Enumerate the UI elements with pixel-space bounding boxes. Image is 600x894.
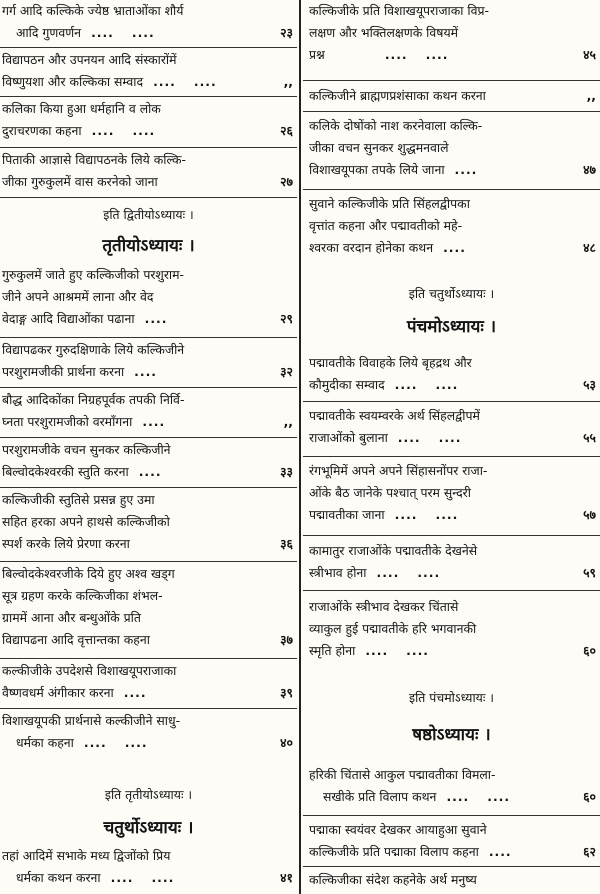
entry-line: परशुरामजीके वचन सुनकर कल्किजीने xyxy=(2,442,171,457)
toc-entry xyxy=(0,149,297,193)
entry-line: वृत्तांत कहना और पद्मावतीको महे- xyxy=(309,218,463,233)
toc-entry xyxy=(0,710,297,754)
entry-line: हरिकी चिंतासे आकुल पद्मावतीका विमला- xyxy=(309,767,496,782)
entry-line: पद्मावतीका जाना xyxy=(309,507,385,522)
entry-line: सूत्र ग्रहण करके कल्किजीका शंभल- xyxy=(2,588,163,603)
entry-line: कल्किजीने ब्राह्मणप्रशंसाका कथन करना xyxy=(309,88,486,103)
entry-line: ग्राममें आना और बन्धुओंके प्रति xyxy=(2,610,141,625)
entry-line: सहित हरका अपने हाथसे कल्किजीको xyxy=(2,514,170,529)
entry-line: आदि गुणवर्णन xyxy=(16,25,82,40)
toc-entry xyxy=(303,352,600,396)
leader-dots: .... xyxy=(384,47,408,62)
entry-divider xyxy=(303,815,600,816)
leader-dots: .... xyxy=(144,311,168,326)
leader-dots: .... xyxy=(91,25,114,40)
entry-line: वेदाङ्ग आदि विद्याओंका पढाना xyxy=(2,311,135,326)
entry-divider xyxy=(303,590,600,591)
entry-line: कल्किजीके प्रति विशाखयूपराजाका विप्र- xyxy=(309,3,490,18)
entry-divider xyxy=(0,658,297,659)
entry-line: पद्मावतीके स्वयम्वरके अर्थ सिंहलद्वीपमें xyxy=(309,408,480,423)
toc-entry xyxy=(303,0,600,66)
entry-line: विद्यापठन और उपनयन आदि संस्कारोंमें xyxy=(2,52,177,67)
toc-entry xyxy=(303,540,600,584)
entry-divider xyxy=(0,197,297,198)
page-number: ,, xyxy=(586,88,596,103)
entry-line: कलिके दोषोंको नाश करनेवाला कल्कि- xyxy=(309,118,483,133)
entry-divider xyxy=(303,456,600,457)
entry-line: कल्किजीकी स्तुतिसे प्रसन्न हुए उमा xyxy=(2,492,155,507)
right-column xyxy=(303,0,600,894)
toc-entry xyxy=(303,460,600,526)
entry-divider xyxy=(0,387,297,388)
page-number: २९ xyxy=(280,311,293,326)
entry-line: दुराचरणका कहना xyxy=(2,123,82,138)
entry-line: सखीके प्रति विलाप कथन xyxy=(323,789,437,804)
leader-dots: .... xyxy=(425,47,449,62)
toc-entry xyxy=(0,0,297,44)
entry-line: स्त्रीभाव होना xyxy=(309,565,367,580)
left-column xyxy=(0,0,297,894)
entry-divider xyxy=(303,866,600,867)
page-number: ,, xyxy=(283,74,293,89)
leader-dots: .... xyxy=(110,870,134,885)
toc-entry xyxy=(303,405,600,449)
page-number: ५३ xyxy=(583,377,596,392)
toc-entry xyxy=(0,439,297,483)
entry-line: राजाओंको बुलाना xyxy=(309,430,388,445)
entry-divider xyxy=(303,111,600,112)
column-divider xyxy=(299,0,301,894)
page-number: ४० xyxy=(280,735,293,750)
toc-entry xyxy=(303,85,600,107)
toc-entry xyxy=(303,819,600,863)
entry-line: विद्यापढकर गुरुदक्षिणाके लिये कल्किजीने xyxy=(2,342,185,357)
entry-line: कल्किजीके प्रति पद्माका विलाप कहना xyxy=(309,844,479,859)
leader-dots: .... xyxy=(435,507,459,522)
entry-line: घ्नता परशुरामजीको वरमाँगना xyxy=(2,414,133,429)
entry-line: बिल्वोदकेश्वरजीके दिये हुए अश्व खड्ग xyxy=(2,566,175,581)
page-number: ३६ xyxy=(280,536,293,551)
entry-line: ओंके बैठ जानेके पश्चात् परम सुन्दरी xyxy=(309,485,471,500)
leader-dots: .... xyxy=(394,377,418,392)
entry-divider xyxy=(303,401,600,402)
leader-dots: .... xyxy=(365,643,389,658)
chapter-end: इति तृतीयोऽध्यायः । xyxy=(104,787,193,802)
page-number: ३२ xyxy=(280,364,293,379)
chapter-end: इति चतुर्थोऽध्यायः । xyxy=(408,286,495,301)
entry-divider xyxy=(0,708,297,709)
page-number: ४५ xyxy=(583,47,596,62)
leader-dots: .... xyxy=(134,364,157,379)
page-number: ४१ xyxy=(280,870,293,885)
entry-line: गर्ग आदि कल्किके ज्येष्ठ भ्राताओंका शौर्य xyxy=(2,3,184,18)
entry-line: लक्षण और भक्तिलक्षणके विषयमें xyxy=(309,25,459,40)
leader-dots: .... xyxy=(406,643,429,658)
entry-line: धर्मका कथन करना xyxy=(16,870,101,885)
entry-line: पिताकी आज्ञासे विद्यापठनके लिये कल्कि- xyxy=(2,152,187,167)
chapter-end: इति द्वितीयोऽध्यायः । xyxy=(103,207,194,222)
entry-line: कल्किजीका संदेश कहनेके अर्थ मनुष्य xyxy=(309,872,477,887)
page-number: ४७ xyxy=(583,162,596,177)
page-number: ३७ xyxy=(280,632,293,647)
leader-dots: .... xyxy=(151,870,175,885)
entry-line: जीने अपने आश्रममें लाना और वेद xyxy=(2,289,154,304)
entry-divider xyxy=(0,96,297,97)
entry-line: वैष्णवधर्म अंगीकार करना xyxy=(2,685,114,700)
page-number: २६ xyxy=(280,123,293,138)
toc-entry xyxy=(303,764,600,808)
leader-dots: .... xyxy=(438,430,462,445)
toc-entry xyxy=(303,869,600,891)
toc-entry xyxy=(0,389,297,433)
entry-line: जीका वचन सुनकर शुद्धमनवाले xyxy=(309,140,449,155)
leader-dots: .... xyxy=(123,685,147,700)
leader-dots: .... xyxy=(417,565,441,580)
entry-divider xyxy=(0,487,297,488)
page-number: २७ xyxy=(280,174,293,189)
toc-entry xyxy=(0,264,297,330)
entry-line: विद्यापढना आदि वृत्तान्तका कहना xyxy=(2,632,150,647)
page-number: ५५ xyxy=(583,430,596,445)
entry-line: श्वरका वरदान होनेका कथन xyxy=(309,240,434,255)
toc-entry xyxy=(0,845,297,889)
chapter-heading: पंचमोऽध्यायः । xyxy=(406,317,497,337)
leader-dots: .... xyxy=(193,74,217,89)
entry-line: परशुरामजीकी प्रार्थना करना xyxy=(2,364,125,379)
entry-divider xyxy=(303,189,600,190)
toc-entry xyxy=(0,339,297,383)
leader-dots: .... xyxy=(91,123,115,138)
page-number: ३३ xyxy=(280,464,293,479)
toc-entry xyxy=(0,98,297,142)
entry-line: गुरुकुलमें जाते हुए कल्किजीको परशुराम- xyxy=(2,267,185,282)
entry-line: स्पर्श करके लिये प्रेरणा करना xyxy=(2,536,130,551)
page-number: ३९ xyxy=(280,685,293,700)
entry-line: प्रश्न xyxy=(309,47,325,62)
leader-dots: .... xyxy=(487,789,511,804)
page-number: ६२ xyxy=(583,844,596,859)
leader-dots: .... xyxy=(131,25,155,40)
page-number: ५७ xyxy=(583,507,596,522)
chapter-heading: षष्ठोऽध्यायः । xyxy=(412,725,491,745)
leader-dots: .... xyxy=(83,735,107,750)
entry-divider xyxy=(0,437,297,438)
toc-entry xyxy=(0,49,297,93)
leader-dots: .... xyxy=(443,240,466,255)
toc-entry xyxy=(0,489,297,555)
chapter-end: इति पंचमोऽध्यायः । xyxy=(409,690,494,705)
page-number: ४८ xyxy=(583,240,596,255)
page-number: ५९ xyxy=(583,565,596,580)
entry-line: कलिका किया हुआ धर्महानि व लोक xyxy=(2,101,161,116)
entry-divider xyxy=(0,337,297,338)
page-number: ,, xyxy=(283,414,293,429)
leader-dots: .... xyxy=(397,430,421,445)
entry-line: राजाओंके स्त्रीभाव देखकर चिंतासे xyxy=(309,599,459,614)
entry-line: सुवाने कल्किजीके प्रति सिंहलद्वीपका xyxy=(309,196,470,211)
entry-line: व्याकुल हुई पद्मावतीके हरि भगवानकी xyxy=(309,621,477,636)
entry-line: रंगभूमिमें अपने अपने सिंहासनोंपर राजा- xyxy=(309,463,488,478)
leader-dots: .... xyxy=(142,414,166,429)
entry-line: जीका गुरुकुलमें वास करनेको जाना xyxy=(2,174,158,189)
leader-dots: .... xyxy=(132,123,156,138)
leader-dots: .... xyxy=(153,74,176,89)
entry-line: विष्णुयशा और कल्किका सम्वाद xyxy=(2,74,144,89)
entry-line: पद्माका स्वयंवर देखकर आयाहुआ सुवाने xyxy=(309,822,487,837)
leader-dots: .... xyxy=(124,735,148,750)
chapter-heading: चतुर्थोऽध्यायः । xyxy=(103,818,194,838)
chapter-heading: तृतीयोऽध्यायः । xyxy=(102,236,195,256)
leader-dots: .... xyxy=(138,464,162,479)
entry-divider xyxy=(0,147,297,148)
leader-dots: .... xyxy=(488,844,512,859)
entry-divider xyxy=(303,535,600,536)
toc-entry xyxy=(303,596,600,662)
leader-dots: .... xyxy=(446,789,470,804)
page-number: ६० xyxy=(583,789,596,804)
toc-entry xyxy=(0,563,297,651)
entry-divider xyxy=(303,80,600,81)
leader-dots: .... xyxy=(376,565,400,580)
toc-entry xyxy=(0,660,297,704)
page-number: २३ xyxy=(280,25,293,40)
toc-entry xyxy=(303,193,600,259)
leader-dots: .... xyxy=(394,507,418,522)
entry-line: विशाखयूपका तपके लिये जाना xyxy=(309,162,445,177)
page-number: ६० xyxy=(583,643,596,658)
entry-line: कल्कीजीके उपदेशसे विशाखयूपराजाका xyxy=(2,663,177,678)
entry-line: कामातुर राजाओंके पद्मावतीके देखनेसे xyxy=(309,543,478,558)
leader-dots: .... xyxy=(435,377,459,392)
entry-line: बौद्ध आदिकोंका निग्रहपूर्वक तपकी निर्वि- xyxy=(2,392,185,407)
entry-line: विशाखयूपकी प्रार्थनासे कल्कीजीने साधु- xyxy=(2,713,181,728)
entry-line: धर्मका कहना xyxy=(16,735,74,750)
entry-line: बिल्वोदकेश्वरकी स्तुति करना xyxy=(2,464,129,479)
entry-line: तहां आदिमें सभाके मध्य द्विजोंको प्रिय xyxy=(2,848,171,863)
entry-divider xyxy=(0,47,297,48)
entry-line: पद्मावतीके विवाहके लिये बृहद्रथ और xyxy=(309,355,472,370)
leader-dots: .... xyxy=(454,162,478,177)
entry-divider xyxy=(0,561,297,562)
toc-entry xyxy=(303,115,600,181)
entry-line: कौमुदीका सम्वाद xyxy=(309,377,385,392)
entry-line: स्मृति होना xyxy=(309,643,356,658)
